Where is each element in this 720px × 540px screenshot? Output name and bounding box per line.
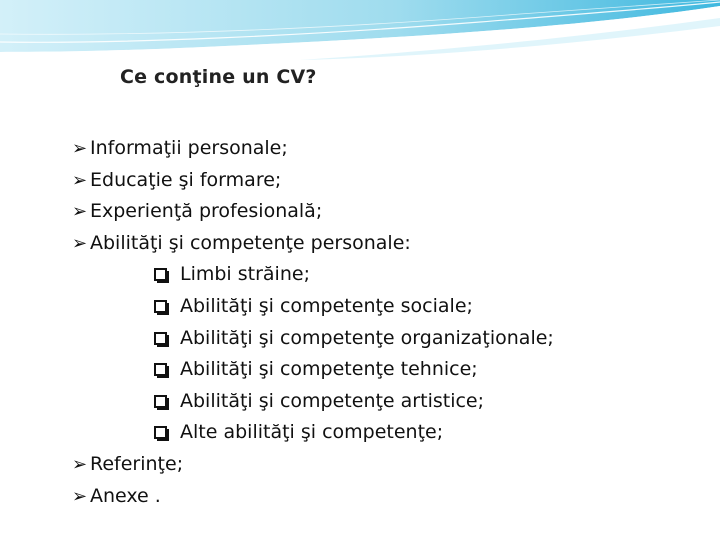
- square-bullet-icon: [154, 300, 169, 315]
- list-item: [72, 449, 692, 481]
- list-item-text: Educaţie şi formare;: [90, 168, 282, 191]
- square-bullet-icon: [154, 395, 169, 410]
- square-bullet-icon: [154, 426, 169, 441]
- sub-list-item: [72, 323, 692, 355]
- list-item: [72, 133, 692, 165]
- square-bullet-icon: [154, 363, 169, 378]
- list-item-text: Anexe .: [90, 484, 161, 507]
- square-bullet-icon: [154, 332, 169, 347]
- header-wave-decoration: [0, 0, 720, 60]
- arrow-bullet-icon: ➢: [72, 485, 88, 507]
- arrow-bullet-icon: ➢: [72, 169, 88, 191]
- slide-title: Ce conţine un CV?: [120, 66, 317, 88]
- list-item-text: Abilităţi şi competenţe organizaţionale;: [180, 326, 554, 349]
- list-item: [72, 165, 692, 197]
- list-item-text: Alte abilităţi şi competenţe;: [180, 421, 444, 444]
- sub-list-item: [72, 386, 692, 418]
- sub-list-item: [72, 291, 692, 323]
- arrow-bullet-icon: ➢: [72, 138, 88, 159]
- sub-list-item: [72, 417, 692, 449]
- list-item-text: Limbi străine;: [180, 263, 310, 286]
- list-item-text: Abilităţi şi competenţe sociale;: [180, 294, 473, 317]
- list-item-text: Referinţe;: [90, 452, 184, 475]
- list-item-text: Abilităţi şi competenţe personale:: [90, 231, 411, 254]
- list-item: [72, 228, 692, 260]
- list-item-text: Informaţii personale;: [90, 137, 288, 159]
- arrow-bullet-icon: ➢: [72, 201, 88, 223]
- cv-contents-list: [72, 133, 692, 512]
- arrow-bullet-icon: ➢: [72, 453, 88, 475]
- list-item: [72, 196, 692, 228]
- list-item: [72, 481, 692, 513]
- list-item-text: Abilităţi şi competenţe artistice;: [180, 389, 485, 412]
- arrow-bullet-icon: ➢: [72, 232, 88, 254]
- list-item-text: Experienţă profesională;: [90, 200, 323, 223]
- sub-list-item: [72, 354, 692, 386]
- sub-list-item: [72, 259, 692, 291]
- square-bullet-icon: [154, 268, 169, 283]
- list-item-text: Abilităţi şi competenţe tehnice;: [180, 358, 478, 381]
